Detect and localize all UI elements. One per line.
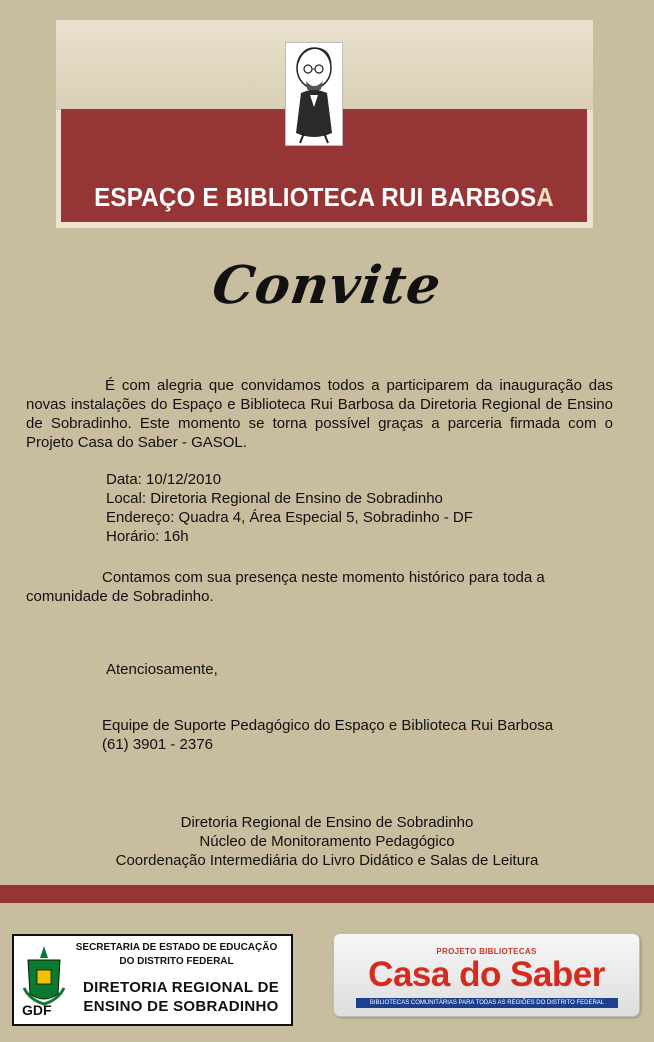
- invitation-heading: Convite: [208, 255, 446, 316]
- gdf-small-line-1: SECRETARIA DE ESTADO DE EDUCAÇÃO: [75, 942, 278, 953]
- invitation-paragraph: [26, 376, 613, 452]
- casa-name: Casa do Saber: [368, 955, 605, 994]
- header-title-last: A: [536, 182, 554, 212]
- event-address: Endereço: Quadra 4, Área Especial 5, Sobradinho - DF: [106, 509, 473, 526]
- gdf-secretaria: [64, 941, 289, 969]
- event-time: Horário: 16h: [106, 528, 189, 545]
- caricature-drawing: [286, 43, 342, 145]
- caricature-image: [285, 42, 343, 146]
- signature-block: [102, 716, 553, 754]
- gdf-big-line-2: ENSINO DE SOBRADINHO: [83, 998, 279, 1015]
- signature-phone: (61) 3901 - 2376: [102, 736, 213, 753]
- gdf-abbreviation: GDF: [22, 1002, 52, 1018]
- footer-line-3: Coordenação Intermediária do Livro Didático e Salas de Leitura: [115, 852, 539, 869]
- gdf-logo: [12, 934, 293, 1026]
- closing-salutation: Atenciosamente,: [106, 661, 218, 678]
- event-details: [106, 470, 473, 546]
- footer-line-1: Diretoria Regional de Ensino de Sobradinho: [180, 814, 474, 831]
- casa-do-saber-logo: [333, 933, 640, 1017]
- gdf-big-line-1: DIRETORIA REGIONAL DE: [82, 979, 280, 996]
- signature-team: Equipe de Suporte Pedagógico do Espaço e Biblioteca Rui Barbosa: [102, 717, 554, 734]
- footer-organization: [0, 813, 654, 870]
- event-location: Local: Diretoria Regional de Ensino de Sobradinho: [106, 490, 443, 507]
- presence-paragraph: [26, 568, 613, 606]
- casa-kicker: PROJETO BIBLIOTECAS: [436, 947, 537, 956]
- paragraph1-text: É com alegria que convidamos todos a participarem da inauguração das novas instalações do Espaço e Biblioteca Rui Barbosa da Diretoria Regional de Ensino de Sobradinho. Este momento se torna possível graças a parceria firmada com o Projeto Casa do Saber - GASOL.: [26, 377, 613, 451]
- header-title: [79, 182, 568, 213]
- event-date: Data: 10/12/2010: [106, 471, 222, 488]
- footer-line-2: Núcleo de Monitoramento Pedagógico: [199, 833, 455, 850]
- gdf-small-line-2: DO DISTRITO FEDERAL: [119, 956, 234, 967]
- paragraph2-text: Contamos com sua presença neste momento histórico para toda a comunidade de Sobradinho.: [26, 569, 545, 605]
- header-banner: [56, 20, 593, 228]
- gdf-diretoria: [70, 978, 292, 1016]
- header-title-main: ESPAÇO E BIBLIOTECA RUI BARBOS: [94, 182, 537, 212]
- casa-strip: BIBLIOTECAS COMUNITÁRIAS PARA TODAS AS REGIÕES DO DISTRITO FEDERAL: [356, 998, 618, 1008]
- footer-divider: [0, 885, 654, 903]
